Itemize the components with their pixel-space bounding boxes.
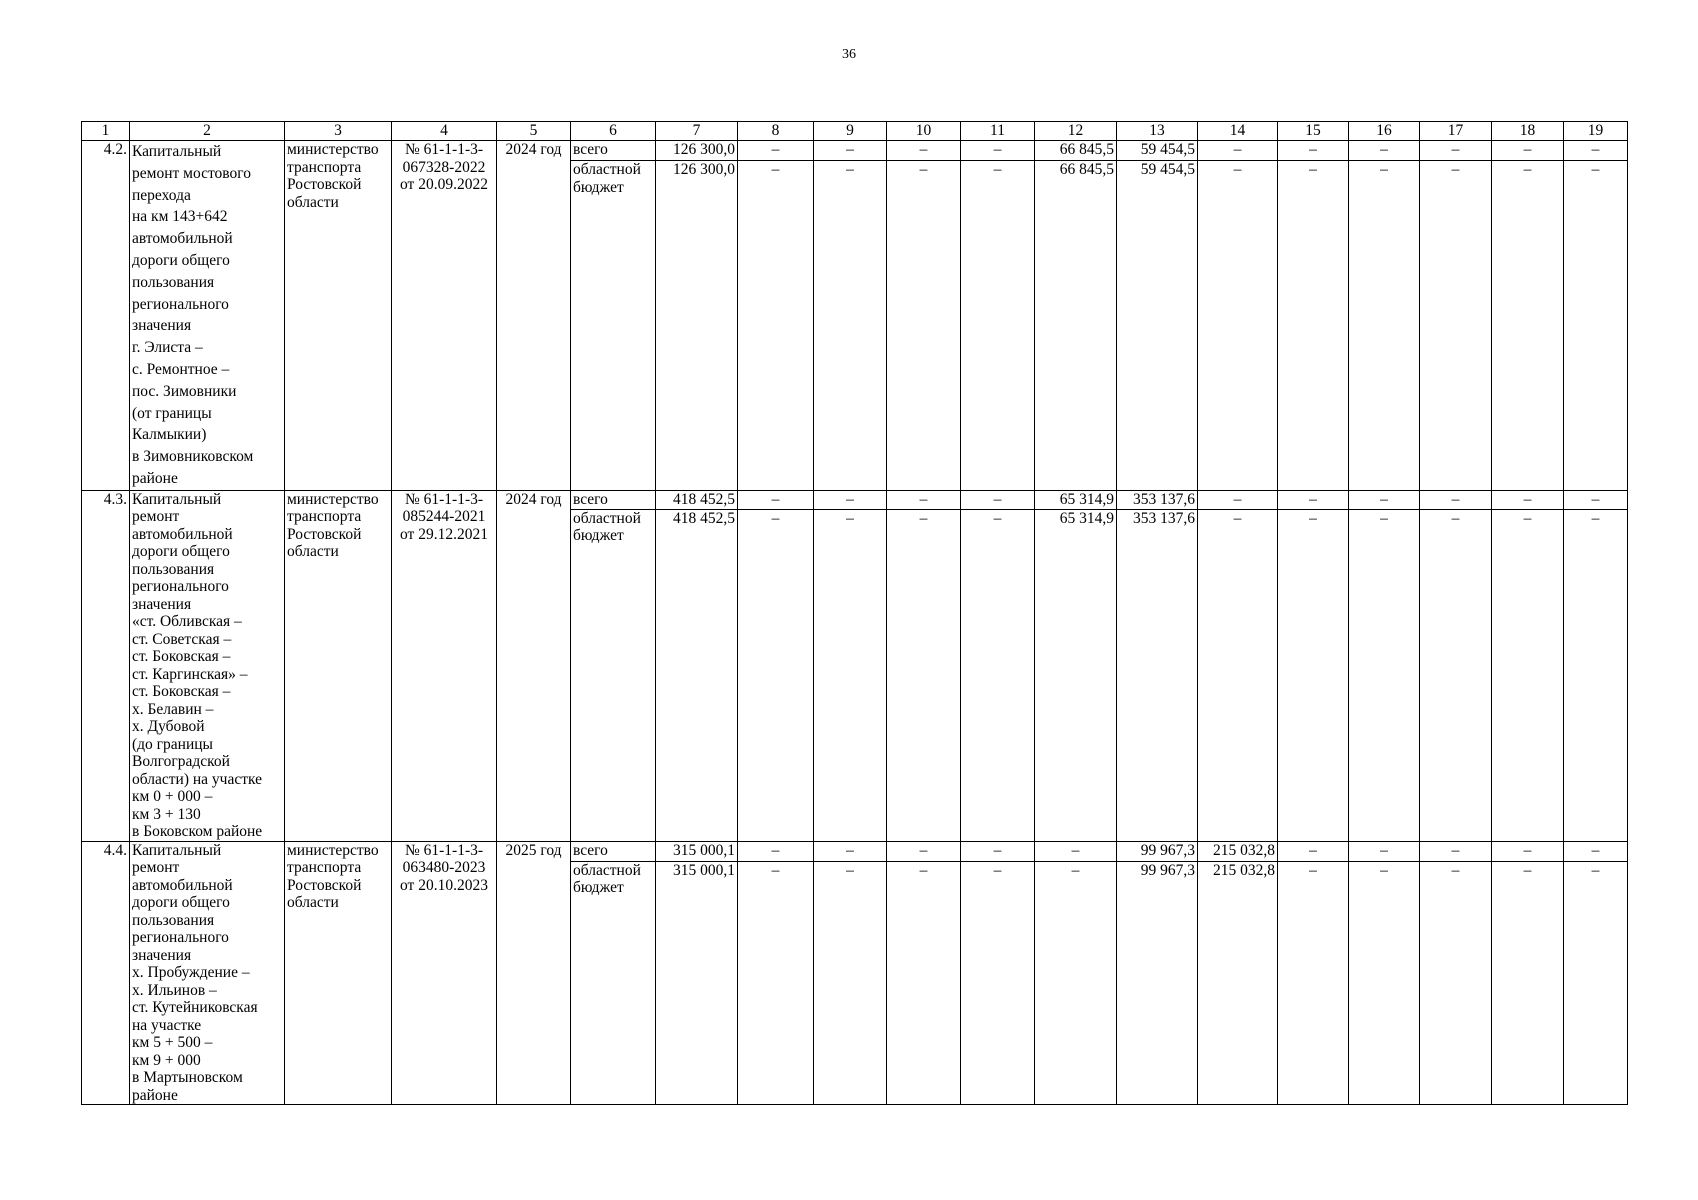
total-amount: 418 452,5	[656, 509, 738, 841]
yearly-amount: –	[738, 161, 814, 490]
funding-source: областной бюджет	[571, 861, 656, 1104]
project-name-line: в Мартыновском	[132, 1069, 243, 1087]
yearly-amount: –	[1564, 509, 1628, 841]
column-number: 14	[1198, 122, 1278, 141]
column-number: 9	[814, 122, 887, 141]
yearly-amount: –	[961, 141, 1035, 161]
total-amount: 126 300,0	[656, 141, 738, 161]
project-name-line: значения	[132, 595, 192, 613]
yearly-amount: –	[814, 161, 887, 490]
project-name-line: регионального	[132, 578, 229, 596]
funding-source: областной бюджет	[571, 509, 656, 841]
executor	[285, 490, 392, 841]
page-number: 36	[842, 47, 856, 62]
column-number: 2	[130, 122, 285, 141]
yearly-amount: –	[961, 841, 1035, 861]
expertise-line: от 29.12.2021	[400, 525, 488, 543]
project-row-total	[82, 490, 1628, 509]
project-name-line: Волгоградской	[132, 753, 230, 771]
project-name-line: регионального	[132, 295, 229, 313]
executor-line: Ростовской	[287, 525, 362, 543]
yearly-amount: –	[1349, 161, 1420, 490]
yearly-amount: 65 314,9	[1035, 490, 1117, 509]
yearly-amount: –	[961, 861, 1035, 1104]
project-name-line: ст. Каргинская» –	[132, 665, 248, 683]
budget-table	[81, 121, 1628, 1105]
yearly-amount: –	[1420, 509, 1492, 841]
yearly-amount: –	[1278, 861, 1349, 1104]
yearly-amount: –	[738, 490, 814, 509]
executor-line: транспорта	[287, 859, 362, 877]
column-number: 19	[1564, 122, 1628, 141]
yearly-amount: 59 454,5	[1117, 141, 1198, 161]
yearly-amount: –	[961, 490, 1035, 509]
project-row-total	[82, 141, 1628, 161]
project-name-line: Капитальный	[132, 841, 222, 859]
project-name-line: ремонт мостового	[132, 164, 251, 182]
yearly-amount: –	[1278, 841, 1349, 861]
expertise-line: № 61-1-1-3-	[404, 490, 484, 508]
expertise-conclusion	[392, 141, 497, 491]
yearly-amount: –	[1564, 841, 1628, 861]
yearly-amount: –	[961, 509, 1035, 841]
project-name-line: х. Пробуждение –	[132, 964, 250, 982]
expertise-line: от 20.10.2023	[400, 876, 488, 894]
project-name-line: х. Белавин –	[132, 700, 214, 718]
yearly-amount: –	[738, 509, 814, 841]
column-number: 6	[571, 122, 656, 141]
yearly-amount: 65 314,9	[1035, 509, 1117, 841]
yearly-amount: –	[814, 141, 887, 161]
yearly-amount: –	[1035, 861, 1117, 1104]
project-name-line: районе	[132, 1086, 178, 1104]
implementation-period: 2025 год	[497, 841, 571, 1105]
project-name-line: г. Элиста –	[132, 339, 203, 357]
project-name-line: пос. Зимовники	[132, 382, 237, 400]
yearly-amount: 59 454,5	[1117, 161, 1198, 490]
project-name	[130, 141, 285, 491]
funding-source: областной бюджет	[571, 161, 656, 490]
yearly-amount: –	[814, 841, 887, 861]
yearly-amount: –	[1278, 161, 1349, 490]
executor-line: транспорта	[287, 158, 362, 176]
project-name-line: на км 143+642	[132, 208, 228, 226]
column-number: 12	[1035, 122, 1117, 141]
yearly-amount: –	[887, 490, 961, 509]
yearly-amount: –	[1492, 841, 1564, 861]
project-name-line: пользования	[132, 911, 215, 929]
project-name-line: Капитальный	[132, 143, 222, 160]
column-number: 16	[1349, 122, 1420, 141]
yearly-amount: 215 032,8	[1198, 861, 1278, 1104]
executor-line: области	[287, 543, 339, 561]
yearly-amount: –	[1349, 861, 1420, 1104]
yearly-amount: –	[1198, 509, 1278, 841]
total-amount: 315 000,1	[656, 861, 738, 1104]
project-name-line: х. Дубовой	[132, 718, 205, 736]
project-name-line: ремонт	[132, 859, 180, 877]
yearly-amount: –	[1420, 141, 1492, 161]
project-name-line: Калмыкии)	[132, 426, 207, 444]
project-name-line: км 5 + 500 –	[132, 1034, 213, 1052]
column-number: 10	[887, 122, 961, 141]
project-name-line: ст. Боковская –	[132, 648, 231, 666]
column-number: 5	[497, 122, 571, 141]
yearly-amount: –	[1492, 490, 1564, 509]
expertise-line: № 61-1-1-3-	[404, 141, 484, 158]
yearly-amount: 215 032,8	[1198, 841, 1278, 861]
yearly-amount: 99 967,3	[1117, 841, 1198, 861]
project-name-line: х. Ильинов –	[132, 981, 217, 999]
project-name-line: км 9 + 000	[132, 1051, 201, 1069]
project-name	[130, 490, 285, 841]
yearly-amount: –	[1278, 141, 1349, 161]
executor-line: министерство	[287, 490, 379, 508]
project-name-line: в Зимовниковском	[132, 448, 254, 466]
column-number: 11	[961, 122, 1035, 141]
yearly-amount: –	[1564, 141, 1628, 161]
project-name-line: значения	[132, 317, 192, 335]
yearly-amount: –	[1198, 161, 1278, 490]
funding-source: всего	[571, 490, 656, 509]
yearly-amount: –	[814, 861, 887, 1104]
executor	[285, 141, 392, 491]
yearly-amount: –	[738, 861, 814, 1104]
project-name-line: области) на участке	[132, 770, 263, 788]
total-amount: 315 000,1	[656, 841, 738, 861]
project-name-line: автомобильной	[132, 525, 233, 543]
yearly-amount: –	[1420, 490, 1492, 509]
expertise-conclusion	[392, 490, 497, 841]
yearly-amount: –	[1564, 161, 1628, 490]
yearly-amount: –	[814, 509, 887, 841]
yearly-amount: –	[738, 141, 814, 161]
project-name-line: автомобильной	[132, 230, 233, 248]
column-number: 8	[738, 122, 814, 141]
yearly-amount: –	[887, 161, 961, 490]
column-number: 1	[82, 122, 130, 141]
column-number: 18	[1492, 122, 1564, 141]
expertise-line: 067328-2022	[402, 158, 486, 176]
column-number: 3	[285, 122, 392, 141]
yearly-amount: –	[1564, 490, 1628, 509]
yearly-amount: 99 967,3	[1117, 861, 1198, 1104]
yearly-amount: 66 845,5	[1035, 161, 1117, 490]
project-number: 4.3.	[82, 490, 130, 841]
expertise-line: от 20.09.2022	[400, 176, 488, 193]
yearly-amount: –	[1349, 841, 1420, 861]
yearly-amount: –	[961, 161, 1035, 490]
yearly-amount: –	[1492, 509, 1564, 841]
executor-line: области	[287, 193, 339, 211]
implementation-period: 2024 год	[497, 141, 571, 491]
column-number: 7	[656, 122, 738, 141]
executor-line: Ростовской	[287, 876, 362, 894]
project-name	[130, 841, 285, 1105]
project-name-line: Капитальный	[132, 490, 222, 508]
project-name-line: ст. Боковская –	[132, 683, 231, 701]
funding-source: всего	[571, 841, 656, 861]
expertise-line: № 61-1-1-3-	[404, 841, 484, 859]
expertise-conclusion	[392, 841, 497, 1105]
implementation-period: 2024 год	[497, 490, 571, 841]
executor-line: Ростовской	[287, 176, 362, 193]
yearly-amount: –	[887, 861, 961, 1104]
project-name-line: автомобильной	[132, 876, 233, 894]
project-name-line: км 0 + 000 –	[132, 788, 213, 806]
yearly-amount: –	[1420, 841, 1492, 861]
expertise-line: 063480-2023	[402, 859, 486, 877]
yearly-amount: –	[1198, 490, 1278, 509]
column-number: 13	[1117, 122, 1198, 141]
column-number: 17	[1420, 122, 1492, 141]
yearly-amount: –	[1278, 509, 1349, 841]
project-name-line: ремонт	[132, 508, 180, 526]
column-number: 15	[1278, 122, 1349, 141]
total-amount: 418 452,5	[656, 490, 738, 509]
executor-line: области	[287, 894, 339, 912]
yearly-amount: –	[1349, 141, 1420, 161]
project-name-line: (от границы	[132, 404, 212, 422]
project-number: 4.2.	[82, 141, 130, 491]
project-name-line: с. Ремонтное –	[132, 360, 230, 378]
yearly-amount: –	[887, 841, 961, 861]
project-row-total	[82, 841, 1628, 861]
executor-line: министерство	[287, 841, 379, 859]
project-name-line: «ст. Обливская –	[132, 613, 242, 631]
yearly-amount: –	[1349, 509, 1420, 841]
project-name-line: районе	[132, 469, 178, 487]
yearly-amount: –	[1349, 490, 1420, 509]
executor-line: министерство	[287, 141, 379, 158]
project-name-line: в Боковском районе	[132, 823, 263, 841]
yearly-amount: –	[887, 141, 961, 161]
yearly-amount: 353 137,6	[1117, 509, 1198, 841]
funding-source: всего	[571, 141, 656, 161]
yearly-amount: –	[1492, 141, 1564, 161]
project-name-line: (до границы	[132, 735, 213, 753]
total-amount: 126 300,0	[656, 161, 738, 490]
column-number-row	[82, 122, 1628, 141]
yearly-amount: –	[738, 841, 814, 861]
yearly-amount: –	[814, 490, 887, 509]
project-name-line: дороги общего	[132, 251, 230, 269]
project-name-line: значения	[132, 946, 192, 964]
project-name-line: дороги общего	[132, 894, 230, 912]
expertise-line: 085244-2021	[402, 508, 486, 526]
project-name-line: ст. Кутейниковская	[132, 999, 258, 1017]
yearly-amount: –	[1492, 161, 1564, 490]
yearly-amount: –	[887, 509, 961, 841]
column-number: 4	[392, 122, 497, 141]
yearly-amount: –	[1278, 490, 1349, 509]
project-number: 4.4.	[82, 841, 130, 1105]
yearly-amount: 66 845,5	[1035, 141, 1117, 161]
executor	[285, 841, 392, 1105]
project-name-line: пользования	[132, 273, 215, 291]
executor-line: транспорта	[287, 508, 362, 526]
project-name-line: км 3 + 130	[132, 805, 201, 823]
project-name-line: регионального	[132, 929, 229, 947]
project-name-line: пользования	[132, 560, 215, 578]
yearly-amount: –	[1564, 861, 1628, 1104]
project-name-line: дороги общего	[132, 543, 230, 561]
yearly-amount: –	[1420, 161, 1492, 490]
yearly-amount: –	[1492, 861, 1564, 1104]
yearly-amount: 353 137,6	[1117, 490, 1198, 509]
project-name-line: на участке	[132, 1016, 202, 1034]
project-name-line: перехода	[132, 186, 191, 204]
yearly-amount: –	[1198, 141, 1278, 161]
yearly-amount: –	[1420, 861, 1492, 1104]
project-name-line: ст. Советская –	[132, 630, 232, 648]
yearly-amount: –	[1035, 841, 1117, 861]
